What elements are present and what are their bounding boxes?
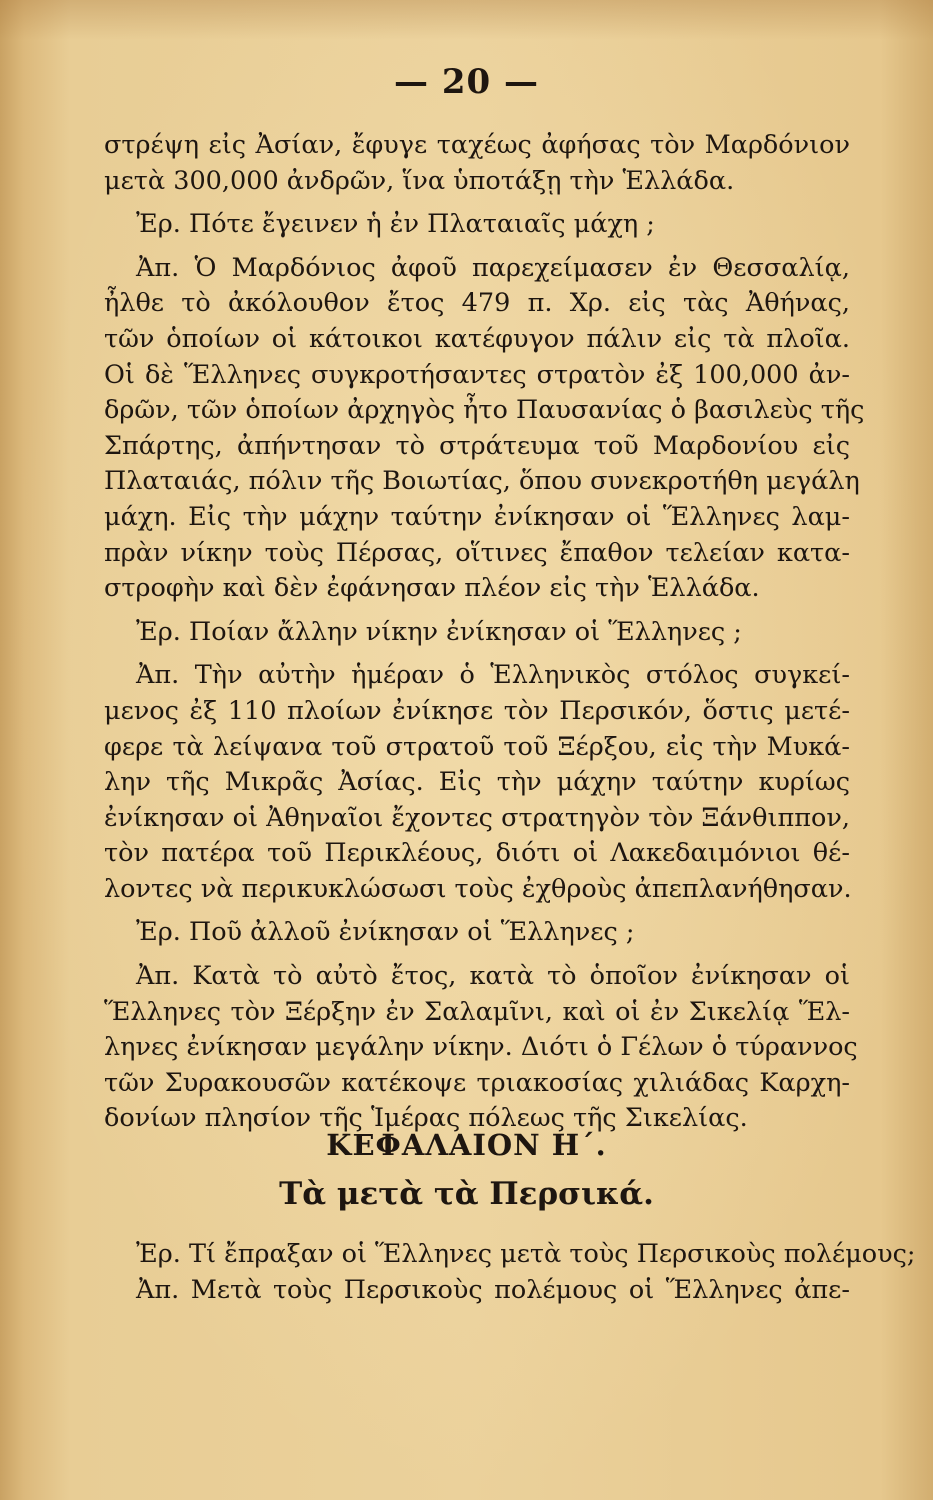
text-line: λην τῆς Μικρᾶς Ἀσίας. Εἰς τὴν μάχην ταύτην κυρίως (104, 767, 850, 798)
text-line: μενος ἐξ 110 πλοίων ἐνίκησε τὸν Περσικόν, ὅστις μετέ- (104, 695, 850, 726)
question-line: Ἐρ. Πότε ἔγεινεν ἡ ἐν Πλαταιαῖς μάχη ; (136, 209, 655, 240)
text-line: στροφὴν καὶ δὲν ἐφάνησαν πλέον εἰς τὴν Ἑλλάδα. (104, 573, 760, 604)
chapter-title: Τὰ μετὰ τὰ Περσικά. (279, 1176, 654, 1212)
text-line: δρῶν, τῶν ὁποίων ἀρχηγὸς ἦτο Παυσανίας ὁ βασιλεὺς τῆς (104, 395, 865, 426)
answer-line: Ἀπ. Τὴν αὐτὴν ἡμέραν ὁ Ἑλληνικὸς στόλος συγκεί- (136, 660, 850, 691)
text-line: Οἱ δὲ Ἕλληνες συγκροτήσαντες στρατὸν ἐξ 100,000 ἀν- (104, 359, 850, 390)
text-line: Ἕλληνες τὸν Ξέρξην ἐν Σαλαμῖνι, καὶ οἱ ἐν Σικελίᾳ Ἕλ- (104, 996, 850, 1027)
text-line: μετὰ 300,000 ἀνδρῶν, ἵνα ὑποτάξῃ τὴν Ἑλλάδα. (104, 165, 735, 196)
text-line: λοντες νὰ περικυκλώσωσι τοὺς ἐχθροὺς ἀπεπλανήθησαν. (104, 873, 852, 904)
text-line: τὸν πατέρα τοῦ Περικλέους, διότι οἱ Λακεδαιμόνιοι θέ- (104, 838, 850, 869)
text-line: ληνες ἐνίκησαν μεγάλην νίκην. Διότι ὁ Γέλων ὁ τύραννος (104, 1032, 858, 1063)
question-line: Ἐρ. Τί ἔπραξαν οἱ Ἕλληνες μετὰ τοὺς Περσικοὺς πολέμους; (136, 1239, 916, 1269)
answer-line: Ἀπ. Ὁ Μαρδόνιος ἀφοῦ παρεχείμασεν ἐν Θεσσαλίᾳ, (136, 252, 850, 283)
text-line: Πλαταιάς, πόλιν τῆς Βοιωτίας, ὅπου συνεκροτήθη μεγάλη (104, 466, 860, 497)
text-line: ἐνίκησαν οἱ Ἀθηναῖοι ἔχοντες στρατηγὸν τὸν Ξάνθιππον, (104, 802, 850, 833)
question-line: Ἐρ. Ποῦ ἀλλοῦ ἐνίκησαν οἱ Ἕλληνες ; (136, 917, 635, 948)
text-line: μάχη. Εἰς τὴν μάχην ταύτην ἐνίκησαν οἱ Ἕλληνες λαμ- (104, 501, 850, 532)
text-line: στρέψη εἰς Ἀσίαν, ἔφυγε ταχέως ἀφήσας τὸν Μαρδόνιον (104, 130, 850, 160)
answer-line: Ἀπ. Κατὰ τὸ αὐτὸ ἔτος, κατὰ τὸ ὁποῖον ἐνίκησαν οἱ (136, 961, 850, 992)
chapter-heading: ΚΕΦΑΛΑΙΟΝ Η΄. (326, 1128, 607, 1162)
answer-line: Ἀπ. Μετὰ τοὺς Περσικοὺς πολέμους οἱ Ἕλληνες ἀπε- (136, 1274, 850, 1305)
text-line: Σπάρτης, ἀπήντησαν τὸ στράτευμα τοῦ Μαρδονίου εἰς (104, 430, 850, 461)
text-line: φερε τὰ λείψανα τοῦ στρατοῦ τοῦ Ξέρξου, εἰς τὴν Μυκά- (104, 731, 850, 762)
text-line: τῶν Συρακουσῶν κατέκοψε τριακοσίας χιλιάδας Καρχη- (104, 1067, 850, 1098)
body-text (104, 128, 865, 1137)
question-line: Ἐρ. Ποίαν ἄλλην νίκην ἐνίκησαν οἱ Ἕλληνες ; (136, 616, 742, 647)
text-line: πρὰν νίκην τοὺς Πέρσας, οἵτινες ἔπαθον τελείαν κατα- (104, 537, 850, 568)
text-line: τῶν ὁποίων οἱ κάτοικοι κατέφυγον πάλιν εἰς τὰ πλοῖα. (104, 323, 850, 354)
text-line: δονίων πλησίον τῆς Ἱμέρας πόλεως τῆς Σικελίας. (104, 1103, 748, 1134)
text-line: ἦλθε τὸ ἀκόλουθον ἔτος 479 π. Χρ. εἰς τὰς Ἀθήνας, (104, 288, 850, 319)
tail-text (104, 1234, 916, 1305)
page-number: — 20 — (394, 62, 539, 102)
